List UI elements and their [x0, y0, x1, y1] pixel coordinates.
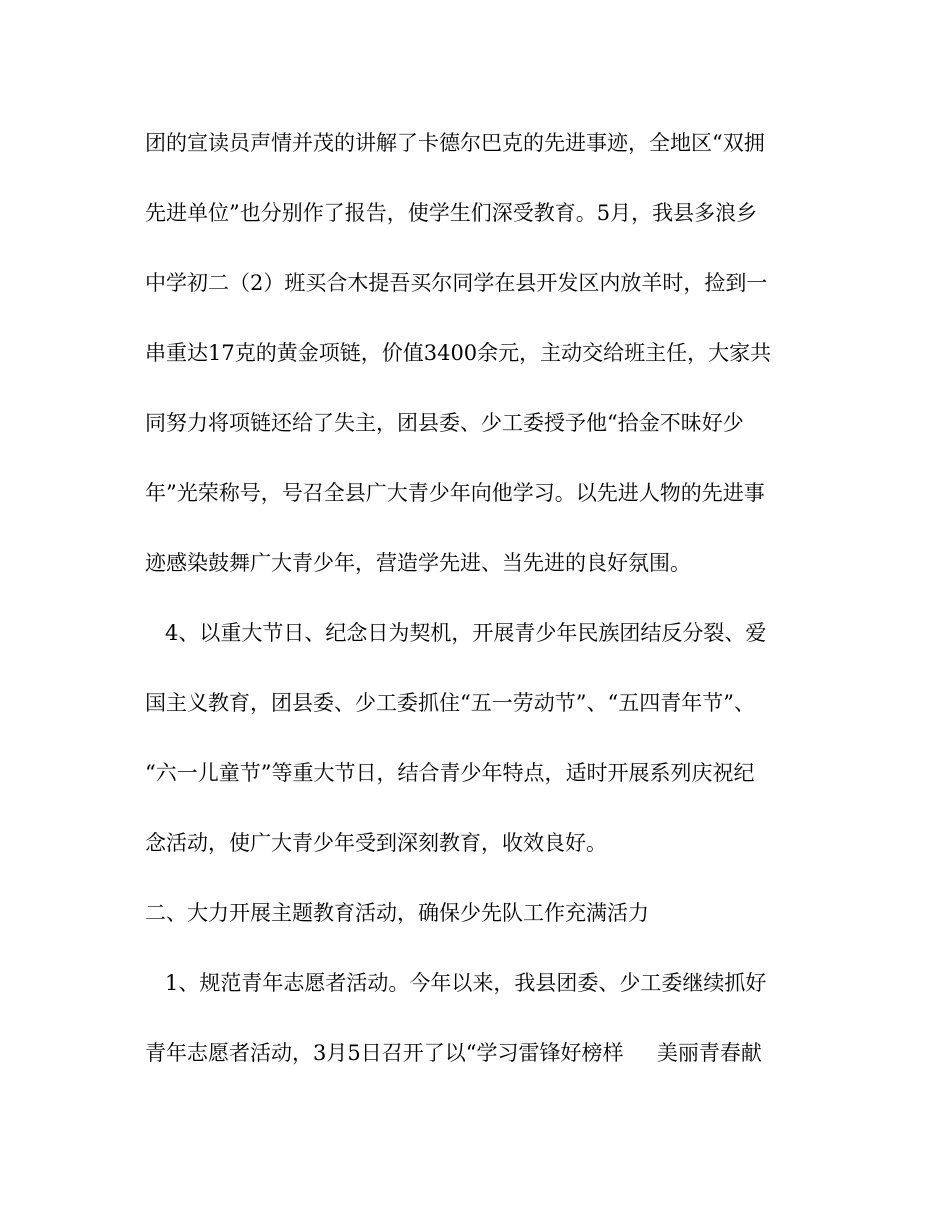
- body-text-line: 青年志愿者活动，3月5日召开了以“学习雷锋好榜样 美丽青春献: [145, 1041, 762, 1065]
- section-heading: 二、大力开展主题教育活动，确保少先队工作充满活力: [145, 901, 649, 925]
- body-text-line: “六一儿童节”等重大节日，结合青少年特点，适时开展系列庆祝纪: [145, 761, 755, 785]
- body-text-line: 中学初二（2）班买合木提吾买尔同学在县开发区内放羊时，捡到一: [145, 271, 768, 295]
- body-text-line: 串重达17克的黄金项链，价值3400余元，主动交给班主任，大家共: [145, 341, 772, 365]
- body-text-line: 年”光荣称号，号召全县广大青少年向他学习。以先进人物的先进事: [145, 481, 765, 505]
- body-text-line: 国主义教育，团县委、少工委抓住“五一劳动节”、“五四青年节”、: [145, 691, 755, 715]
- body-text-line: 团的宣读员声情并茂的讲解了卡德尔巴克的先进事迹，全地区“双拥: [145, 131, 765, 155]
- body-text-line: 迹感染鼓舞广大青少年，营造学先进、当先进的良好氛围。: [145, 551, 691, 575]
- paragraph-first-line: 1、规范青年志愿者活动。今年以来，我县团委、少工委继续抓好: [165, 971, 767, 995]
- body-text-line: 先进单位”也分别作了报告，使学生们深受教育。5月，我县多浪乡: [145, 201, 758, 225]
- paragraph-first-line: 4、以重大节日、纪念日为契机，开展青少年民族团结反分裂、爱: [165, 621, 767, 645]
- body-text-line: 同努力将项链还给了失主，团县委、少工委授予他“拾金不昧好少: [145, 411, 744, 435]
- body-text-line: 念活动，使广大青少年受到深刻教育，收效良好。: [145, 831, 607, 855]
